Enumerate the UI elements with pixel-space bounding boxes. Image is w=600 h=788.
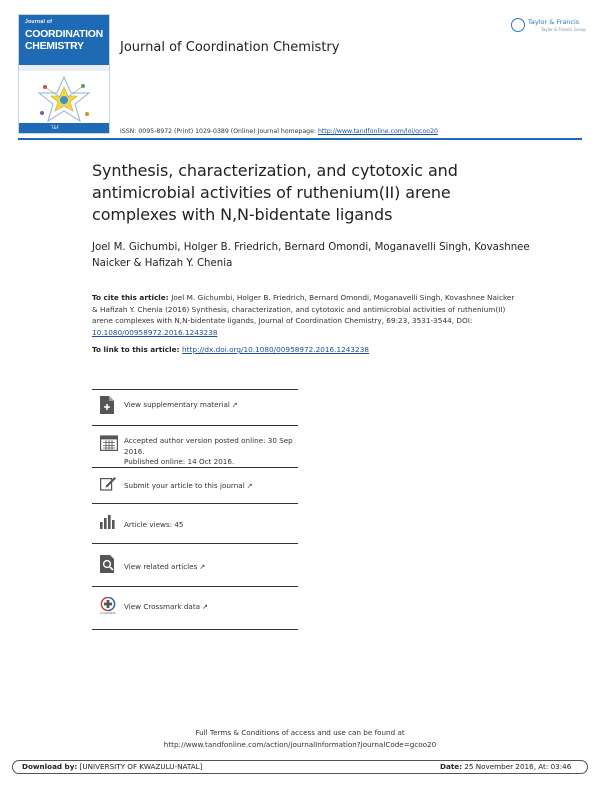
download-date-value: 25 November 2016, At: 03:46 xyxy=(462,762,572,771)
journal-homepage-link[interactable]: http://www.tandfonline.com/loi/gcoo20 xyxy=(317,128,438,135)
external-link-icon: ↗ xyxy=(231,401,238,409)
citation-text: Joel M. Gichumbi, Holger B. Friedrich, Bernard Omondi, Moganavelli Singh, Kovashnee Naicker & Hafizah Y. Chenia (2016) Synthesis, characterization, and cytotoxic and antimicrobial activities of ruthenium(II) arene complexes with N,N-bidentate ligands, Journal of Coordination Chemistry, 69:23, 3531-3544, DOI: xyxy=(92,293,515,326)
accepted-date: Accepted author version posted online: 30 Sep 2016. xyxy=(124,436,293,456)
related-articles-row[interactable] xyxy=(92,543,298,587)
terms-notice xyxy=(0,727,600,750)
crossmark-badge-text: CrossMark xyxy=(100,611,116,615)
doi-link[interactable]: 10.1080/00958972.2016.1243238 xyxy=(92,327,218,337)
downloaded-by-label: Download by: xyxy=(22,762,78,771)
related-label: View related articles xyxy=(124,562,198,571)
article-link-line xyxy=(92,345,369,354)
view-supplementary-link[interactable] xyxy=(124,400,296,411)
submit-label: Submit your article to this journal xyxy=(124,481,245,490)
publisher-tagline: Taylor & Francis Group xyxy=(541,27,586,32)
terms-line: Full Terms & Conditions of access and use can be found at xyxy=(195,728,405,737)
crossmark-row[interactable] xyxy=(92,586,298,630)
edit-icon xyxy=(100,476,118,494)
article-views-count: Article views: 45 xyxy=(124,520,184,529)
submit-article-link[interactable] xyxy=(124,481,296,492)
calendar-icon xyxy=(100,434,118,452)
header-divider xyxy=(18,138,582,140)
search-document-icon xyxy=(100,555,118,573)
actions-bottom-rule xyxy=(92,629,298,630)
link-label: To link to this article: xyxy=(92,345,183,354)
supplementary-row[interactable] xyxy=(92,389,298,426)
publisher-logo[interactable] xyxy=(511,16,586,38)
citation-label: To cite this article: xyxy=(92,293,172,302)
terms-url[interactable]: http://www.tandfonline.com/action/journalInformation?journalCode=gcoo20 xyxy=(163,739,437,749)
downloaded-by-value: [UNIVERSITY OF KWAZULU-NATAL] xyxy=(77,762,203,771)
view-related-link[interactable] xyxy=(124,562,296,573)
issn-text: ISSN: 0095-8972 (Print) 1029-0389 (Online) Journal homepage: xyxy=(120,128,318,135)
submit-row[interactable] xyxy=(92,467,298,504)
external-link-icon: ↗ xyxy=(246,482,253,490)
journal-title[interactable]: Journal of Coordination Chemistry xyxy=(120,40,340,55)
issn-line xyxy=(120,128,438,135)
publisher-name: Taylor & Francis xyxy=(528,18,580,26)
cover-kicker: Journal of xyxy=(25,19,53,25)
external-link-icon: ↗ xyxy=(202,603,208,611)
publication-dates-row xyxy=(92,425,298,468)
supplementary-label: View supplementary material xyxy=(124,400,230,409)
crossmark-label: View Crossmark data xyxy=(124,602,201,611)
crossmark-icon xyxy=(100,597,118,615)
article-views-row xyxy=(92,503,298,544)
article-permalink[interactable]: http://dx.doi.org/10.1080/00958972.2016.1243238 xyxy=(182,345,369,354)
bar-chart-icon xyxy=(100,515,118,533)
view-crossmark-link[interactable] xyxy=(124,602,296,613)
download-date-label: Date: xyxy=(440,762,463,771)
external-link-icon: ↗ xyxy=(199,563,206,571)
article-title: Synthesis, characterization, and cytotoxic and antimicrobial activities of ruthenium(II) arene complexes with N,N-bidentate ligands xyxy=(92,161,458,224)
download-date xyxy=(440,762,571,771)
cover-publisher-mark: T&F xyxy=(51,125,59,130)
article-authors: Joel M. Gichumbi, Holger B. Friedrich, Bernard Omondi, Moganavelli Singh, Kovashnee Naicker & Hafizah Y. Chenia xyxy=(92,242,530,269)
journal-cover-image xyxy=(18,14,110,134)
cover-title-line2: CHEMISTRY xyxy=(25,40,84,52)
citation-block xyxy=(92,292,522,338)
cover-molecule-graphic xyxy=(33,75,95,125)
document-plus-icon xyxy=(100,396,118,414)
published-date: Published online: 14 Oct 2016. xyxy=(124,457,235,466)
cover-title-line1: COORDINATION xyxy=(25,28,103,40)
downloaded-by xyxy=(22,762,202,771)
publisher-logo-icon xyxy=(511,18,525,32)
